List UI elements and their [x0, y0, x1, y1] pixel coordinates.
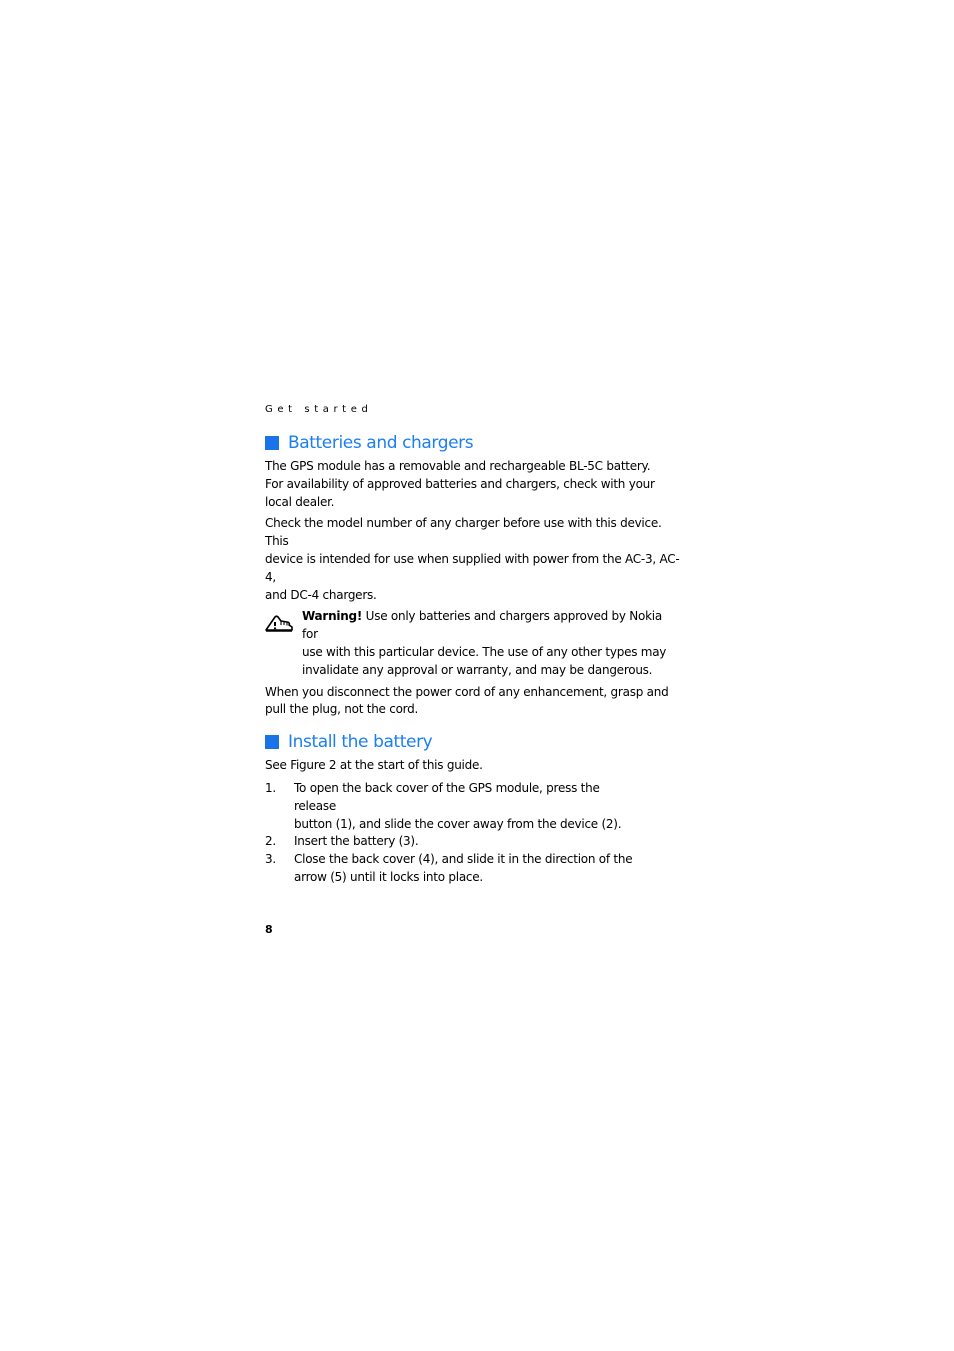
- warning-label: Warning!: [302, 609, 363, 624]
- paragraph-line: The GPS module has a removable and rechargeable BL-5C battery.: [265, 459, 651, 473]
- paragraph-line: and DC-4 chargers.: [265, 587, 377, 602]
- paragraph-line: pull the plug, not the cord.: [265, 702, 419, 717]
- warning-line: invalidate any approval or warranty, and may be dangerous.: [302, 662, 653, 677]
- list-item: [265, 851, 685, 887]
- section-heading-batteries: [265, 432, 685, 454]
- step-number: 3.: [265, 852, 276, 867]
- page-number: 8: [265, 923, 273, 936]
- step-text: [294, 780, 644, 833]
- paragraph-line: local dealer.: [265, 494, 335, 509]
- step-number: 1.: [265, 780, 276, 795]
- warning-line: use with this particular device. The use of any other types may: [302, 644, 667, 659]
- step-text: [294, 833, 644, 851]
- section-heading-install: [265, 731, 685, 753]
- paragraph-line: When you disconnect the power cord of any enhancement, grasp and: [265, 684, 669, 699]
- heading-square-icon: [265, 735, 279, 749]
- list-item: [265, 780, 685, 833]
- warning-line-text: Use only batteries and chargers approved by Nokia for: [302, 609, 662, 642]
- paragraph-line: device is intended for use when supplied with power from the AC-3, AC-4,: [265, 551, 680, 584]
- step-line: To open the back cover of the GPS module, press the release: [294, 780, 600, 813]
- heading-text: Batteries and chargers: [288, 433, 474, 453]
- step-line: Close the back cover (4), and slide it in the direction of the: [294, 852, 633, 867]
- paragraph-line: For availability of approved batteries and chargers, check with your: [265, 476, 655, 491]
- heading-square-icon: [265, 436, 279, 450]
- step-line: button (1), and slide the cover away from the device (2).: [294, 816, 622, 831]
- install-steps-list: [265, 780, 685, 887]
- page-content: [265, 403, 685, 887]
- step-text: [294, 851, 644, 887]
- warning-line: [302, 608, 672, 644]
- running-header: Get started: [265, 404, 373, 415]
- heading-text: Install the battery: [288, 732, 433, 753]
- step-line: arrow (5) until it locks into place.: [294, 869, 483, 884]
- step-number: 2.: [265, 834, 276, 849]
- warning-hand-icon: [265, 613, 293, 633]
- warning-note: [265, 608, 685, 679]
- step-line: Insert the battery (3).: [294, 834, 419, 849]
- intro-paragraph: See Figure 2 at the start of this guide.: [265, 758, 483, 773]
- paragraph-line: Check the model number of any charger before use with this device. This: [265, 516, 662, 549]
- list-item: [265, 833, 685, 851]
- warning-text: [302, 608, 672, 679]
